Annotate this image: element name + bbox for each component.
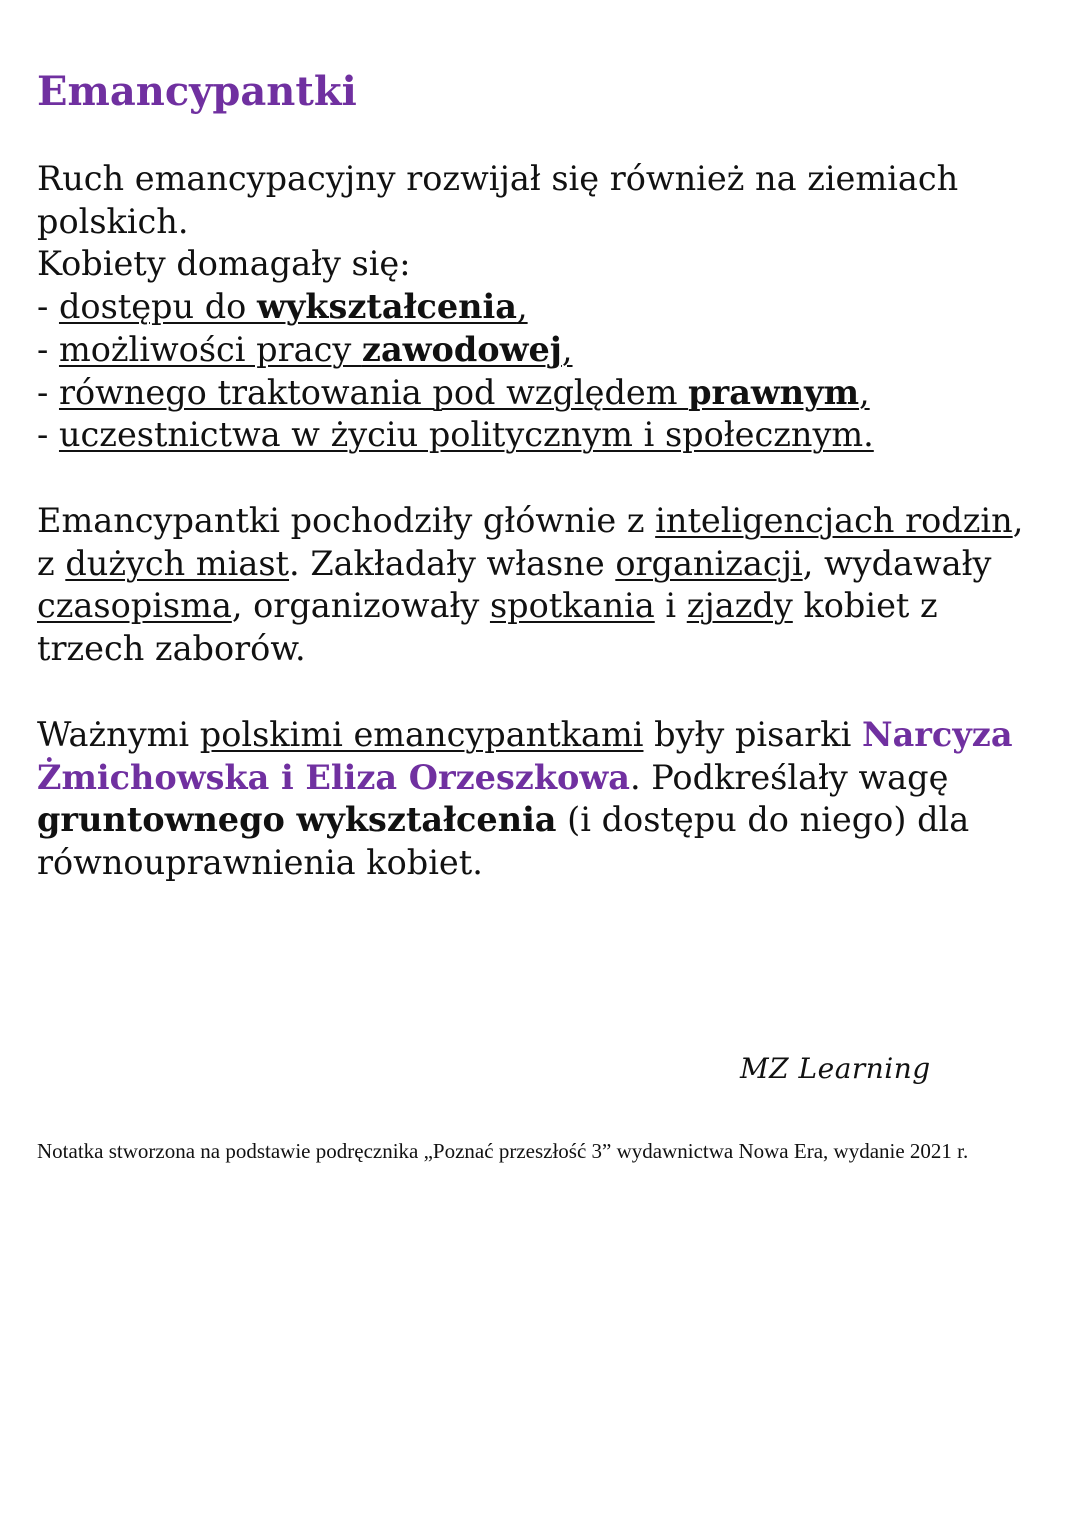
underlined-term: organizacji [615, 543, 803, 583]
author-signature: MZ Learning [740, 1052, 931, 1085]
underlined-term: czasopisma [37, 586, 232, 626]
demand-text: równego traktowania pod względem prawnym, [58, 372, 870, 412]
underlined-term: spotkania [489, 586, 655, 626]
bullet-dash: - [37, 372, 59, 412]
source-footnote: Notatka stworzona na podstawie podręcznika „Poznać przeszłość 3” wydawnictwa Nowa Era, wydanie 2021 r. [37, 1139, 969, 1163]
underlined-term: dużych miast [65, 543, 290, 583]
demand-item [37, 286, 1047, 329]
intro-line-2: Kobiety domagały się: [37, 244, 411, 284]
demand-text: uczestnictwa w życiu politycznym i społecznym. [58, 415, 874, 455]
underlined-term: inteligencjach rodzin [655, 501, 1013, 540]
writers-paragraph: Ważnymi polskimi emancypantkami były pisarki Narcyza Żmichowska i Eliza Orzeszkowa. Podkreślały wagę gruntownego wykształcenia (i dostępu do niego) dla równouprawnienia kobiet. [37, 715, 1013, 883]
intro-line-1: Ruch emancypacyjny rozwijał się również na ziemiach polskich. [37, 159, 959, 241]
intro-section [37, 158, 1047, 457]
demand-item [37, 372, 1047, 415]
demand-text: możliwości pracy zawodowej, [58, 329, 573, 369]
underlined-term: polskimi emancypantkami [199, 715, 644, 754]
demand-item [37, 414, 1047, 457]
intro-text [37, 158, 1047, 286]
bullet-dash: - [37, 287, 59, 327]
demands-list [37, 286, 1047, 457]
bullet-dash: - [37, 329, 59, 369]
bold-term: gruntownego wykształcenia [37, 800, 557, 840]
origins-paragraph: Emancypantki pochodziły głównie z inteligencjach rodzin, z dużych miast. Zakładały własne organizacji, wydawały czasopisma, organizowały spotkania i zjazdy kobiet z trzech zaborów. [37, 501, 1024, 669]
highlighted-names: Narcyza Żmichowska i Eliza Orzeszkowa [37, 715, 1013, 797]
bullet-dash: - [37, 415, 59, 455]
demand-text: dostępu do wykształcenia, [58, 287, 528, 327]
underlined-term: zjazdy [686, 586, 793, 626]
page-title: Emancypantki [37, 68, 357, 115]
demand-item [37, 329, 1047, 372]
